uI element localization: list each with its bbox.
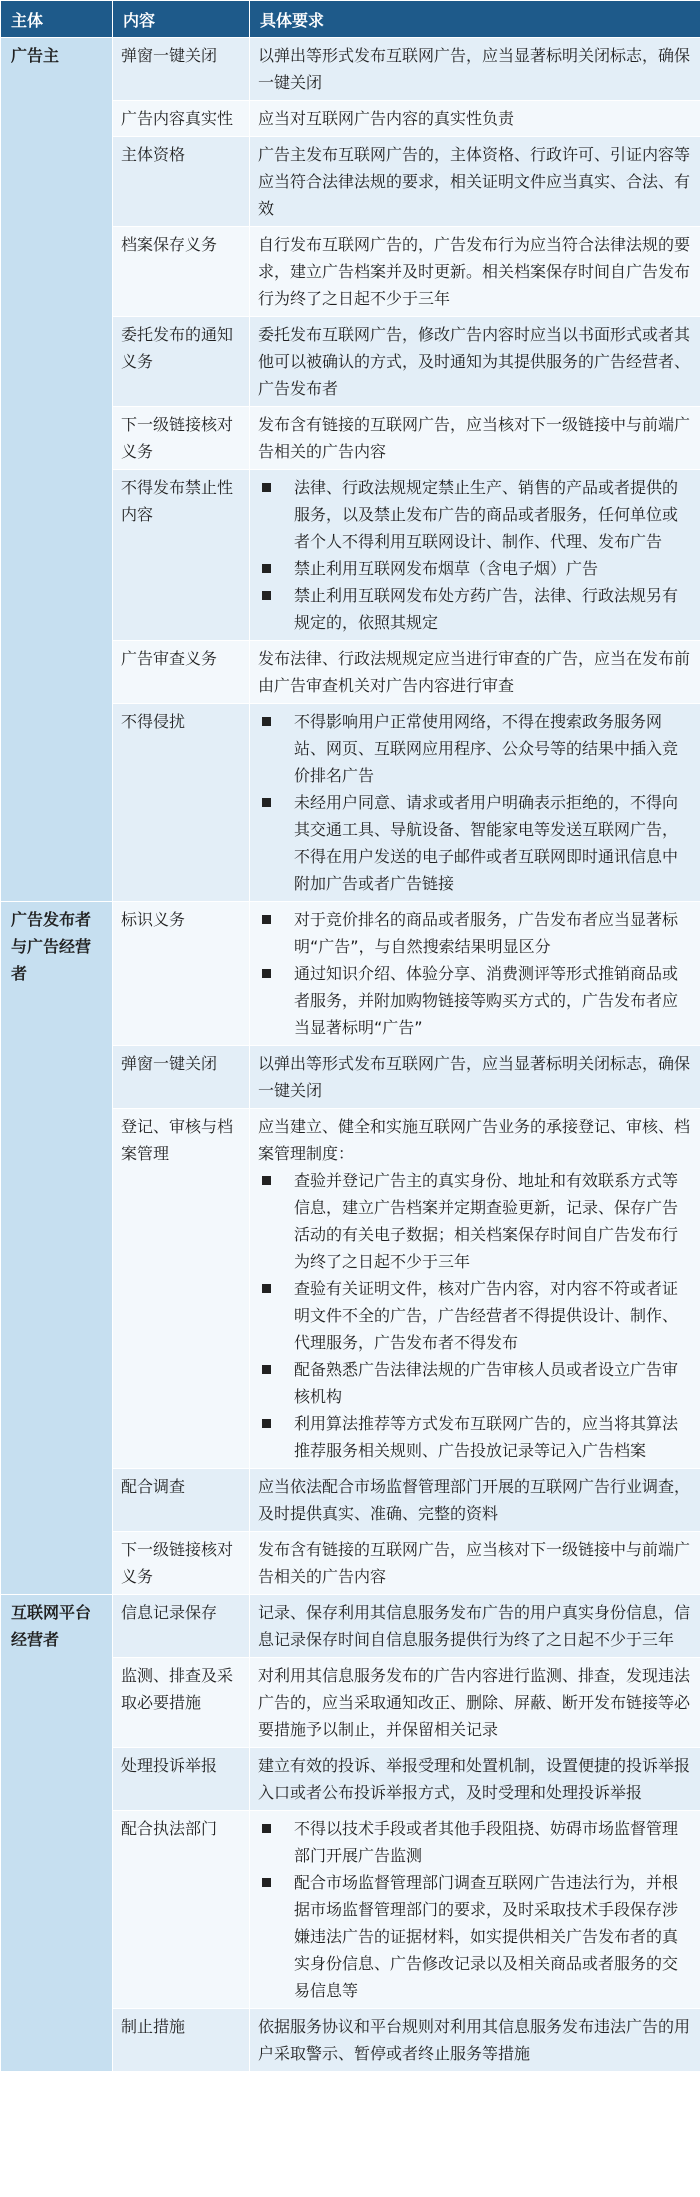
requirement-bullet: 对于竞价排名的商品或者服务，广告发布者应当显著标明“广告”，与自然搜索结果明显区分 bbox=[258, 906, 692, 960]
requirement-cell bbox=[250, 704, 700, 902]
requirement-bullet: 通过知识介绍、体验分享、消费测评等形式推销商品或者服务，并附加购物链接等购买方式的，广告发布者应当显著标明“广告” bbox=[258, 960, 692, 1041]
requirement-text: 发布含有链接的互联网广告，应当核对下一级链接中与前端广告相关的广告内容 bbox=[258, 1540, 691, 1586]
content-cell: 配合调查 bbox=[113, 1469, 250, 1532]
requirement-text: 记录、保存利用其信息服务发布广告的用户真实身份信息，信息记录保存时间自信息服务提供行为终了之日起不少于三年 bbox=[258, 1603, 691, 1649]
content-cell: 弹窗一键关闭 bbox=[113, 38, 250, 101]
header-requirements: 具体要求 bbox=[250, 1, 700, 38]
requirement-text: 以弹出等形式发布互联网广告，应当显著标明关闭标志，确保一键关闭 bbox=[258, 1054, 691, 1100]
requirement-bullet: 未经用户同意、请求或者用户明确表示拒绝的，不得向其交通工具、导航设备、智能家电等发送互联网广告，不得在用户发送的电子邮件或者互联网即时通讯信息中附加广告或者广告链接 bbox=[258, 789, 692, 897]
requirement-text: 建立有效的投诉、举报受理和处置机制，设置便捷的投诉举报入口或者公布投诉举报方式，及时受理和处理投诉举报 bbox=[258, 1756, 691, 1802]
requirement-cell bbox=[250, 1748, 700, 1811]
requirement-bullet: 禁止利用互联网发布处方药广告，法律、行政法规另有规定的，依照其规定 bbox=[258, 582, 692, 636]
requirement-cell bbox=[250, 101, 700, 137]
requirement-cell bbox=[250, 407, 700, 470]
requirement-cell bbox=[250, 317, 700, 407]
requirement-bullet: 不得影响用户正常使用网络，不得在搜索政务服务网站、网页、互联网应用程序、公众号等的结果中插入竞价排名广告 bbox=[258, 708, 692, 789]
requirement-text: 发布含有链接的互联网广告，应当核对下一级链接中与前端广告相关的广告内容 bbox=[258, 415, 691, 461]
requirement-bullet: 利用算法推荐等方式发布互联网广告的，应当将其算法推荐服务相关规则、广告投放记录等记入广告档案 bbox=[258, 1410, 692, 1464]
requirement-bullet: 禁止利用互联网发布烟草（含电子烟）广告 bbox=[258, 555, 692, 582]
requirement-cell bbox=[250, 1046, 700, 1109]
requirement-cell bbox=[250, 1532, 700, 1595]
content-cell: 登记、审核与档案管理 bbox=[113, 1109, 250, 1469]
content-cell: 监测、排查及采取必要措施 bbox=[113, 1658, 250, 1748]
requirement-cell bbox=[250, 641, 700, 704]
requirement-text: 广告主发布互联网广告的，主体资格、行政许可、引证内容等应当符合法律法规的要求，相关证明文件应当真实、合法、有效 bbox=[258, 145, 691, 218]
content-cell: 主体资格 bbox=[113, 137, 250, 227]
requirement-text: 应当建立、健全和实施互联网广告业务的承接登记、审核、档案管理制度： bbox=[258, 1117, 691, 1163]
content-cell: 下一级链接核对义务 bbox=[113, 1532, 250, 1595]
requirement-text: 对利用其信息服务发布的广告内容进行监测、排查，发现违法广告的，应当采取通知改正、删除、屏蔽、断开发布链接等必要措施予以制止，并保留相关记录 bbox=[258, 1666, 691, 1739]
requirement-bullet: 查验并登记广告主的真实身份、地址和有效联系方式等信息，建立广告档案并定期查验更新，记录、保存广告活动的有关电子数据；相关档案保存时间自广告发布行为终了之日起不少于三年 bbox=[258, 1167, 692, 1275]
requirement-cell bbox=[250, 1658, 700, 1748]
requirement-bullet: 查验有关证明文件，核对广告内容，对内容不符或者证明文件不全的广告，广告经营者不得提供设计、制作、代理服务，广告发布者不得发布 bbox=[258, 1275, 692, 1356]
requirement-bullet-list bbox=[258, 474, 692, 636]
content-cell: 配合执法部门 bbox=[113, 1811, 250, 2009]
table-row bbox=[1, 38, 700, 101]
requirement-bullet-list bbox=[258, 906, 692, 1041]
requirement-text: 发布法律、行政法规规定应当进行审查的广告，应当在发布前由广告审查机关对广告内容进行审查 bbox=[258, 649, 691, 695]
requirement-cell bbox=[250, 470, 700, 641]
requirement-bullet: 法律、行政法规规定禁止生产、销售的产品或者提供的服务，以及禁止发布广告的商品或者服务，任何单位或者个人不得利用互联网设计、制作、代理、发布广告 bbox=[258, 474, 692, 555]
requirement-bullet-list bbox=[258, 1167, 692, 1464]
requirement-cell bbox=[250, 1469, 700, 1532]
content-cell: 广告内容真实性 bbox=[113, 101, 250, 137]
requirement-text: 应当依法配合市场监督管理部门开展的互联网广告行业调查，及时提供真实、准确、完整的资料 bbox=[258, 1477, 691, 1523]
requirement-bullet: 配合市场监督管理部门调查互联网广告违法行为，并根据市场监督管理部门的要求，及时采取技术手段保存涉嫌违法广告的证据材料，如实提供相关广告发布者的真实身份信息、广告修改记录以及相关商品或者服务的交易信息等 bbox=[258, 1869, 692, 2004]
content-cell: 档案保存义务 bbox=[113, 227, 250, 317]
requirement-bullet-list bbox=[258, 1815, 692, 2004]
requirement-cell bbox=[250, 38, 700, 101]
requirement-text: 自行发布互联网广告的，广告发布行为应当符合法律法规的要求，建立广告档案并及时更新。相关档案保存时间自广告发布行为终了之日起不少于三年 bbox=[258, 235, 691, 308]
subject-cell: 广告发布者与广告经营者 bbox=[1, 902, 113, 1595]
content-cell: 下一级链接核对义务 bbox=[113, 407, 250, 470]
table-body bbox=[1, 38, 700, 2072]
content-cell: 不得发布禁止性内容 bbox=[113, 470, 250, 641]
requirement-text: 依据服务协议和平台规则对利用其信息服务发布违法广告的用户采取警示、暂停或者终止服务等措施 bbox=[258, 2017, 691, 2063]
requirement-cell bbox=[250, 1109, 700, 1469]
content-cell: 处理投诉举报 bbox=[113, 1748, 250, 1811]
content-cell: 不得侵扰 bbox=[113, 704, 250, 902]
requirement-text: 以弹出等形式发布互联网广告，应当显著标明关闭标志，确保一键关闭 bbox=[258, 46, 691, 92]
requirement-bullet: 不得以技术手段或者其他手段阻挠、妨碍市场监督管理部门开展广告监测 bbox=[258, 1815, 692, 1869]
requirement-cell bbox=[250, 902, 700, 1046]
requirement-cell bbox=[250, 1811, 700, 2009]
requirement-cell bbox=[250, 2009, 700, 2072]
requirement-text: 委托发布互联网广告，修改广告内容时应当以书面形式或者其他可以被确认的方式，及时通知为其提供服务的广告经营者、广告发布者 bbox=[258, 325, 691, 398]
header-content: 内容 bbox=[113, 1, 250, 38]
requirement-cell bbox=[250, 137, 700, 227]
subject-cell: 广告主 bbox=[1, 38, 113, 902]
content-cell: 制止措施 bbox=[113, 2009, 250, 2072]
subject-cell: 互联网平台经营者 bbox=[1, 1595, 113, 2072]
requirement-cell bbox=[250, 1595, 700, 1658]
requirement-text: 应当对互联网广告内容的真实性负责 bbox=[258, 109, 515, 128]
table-header-row bbox=[1, 1, 700, 38]
table-row bbox=[1, 1595, 700, 1658]
requirement-cell bbox=[250, 227, 700, 317]
requirement-bullet-list bbox=[258, 708, 692, 897]
content-cell: 广告审查义务 bbox=[113, 641, 250, 704]
content-cell: 信息记录保存 bbox=[113, 1595, 250, 1658]
table-row bbox=[1, 902, 700, 1046]
content-cell: 委托发布的通知义务 bbox=[113, 317, 250, 407]
requirement-bullet: 配备熟悉广告法律法规的广告审核人员或者设立广告审核机构 bbox=[258, 1356, 692, 1410]
content-cell: 弹窗一键关闭 bbox=[113, 1046, 250, 1109]
content-cell: 标识义务 bbox=[113, 902, 250, 1046]
header-subject: 主体 bbox=[1, 1, 113, 38]
